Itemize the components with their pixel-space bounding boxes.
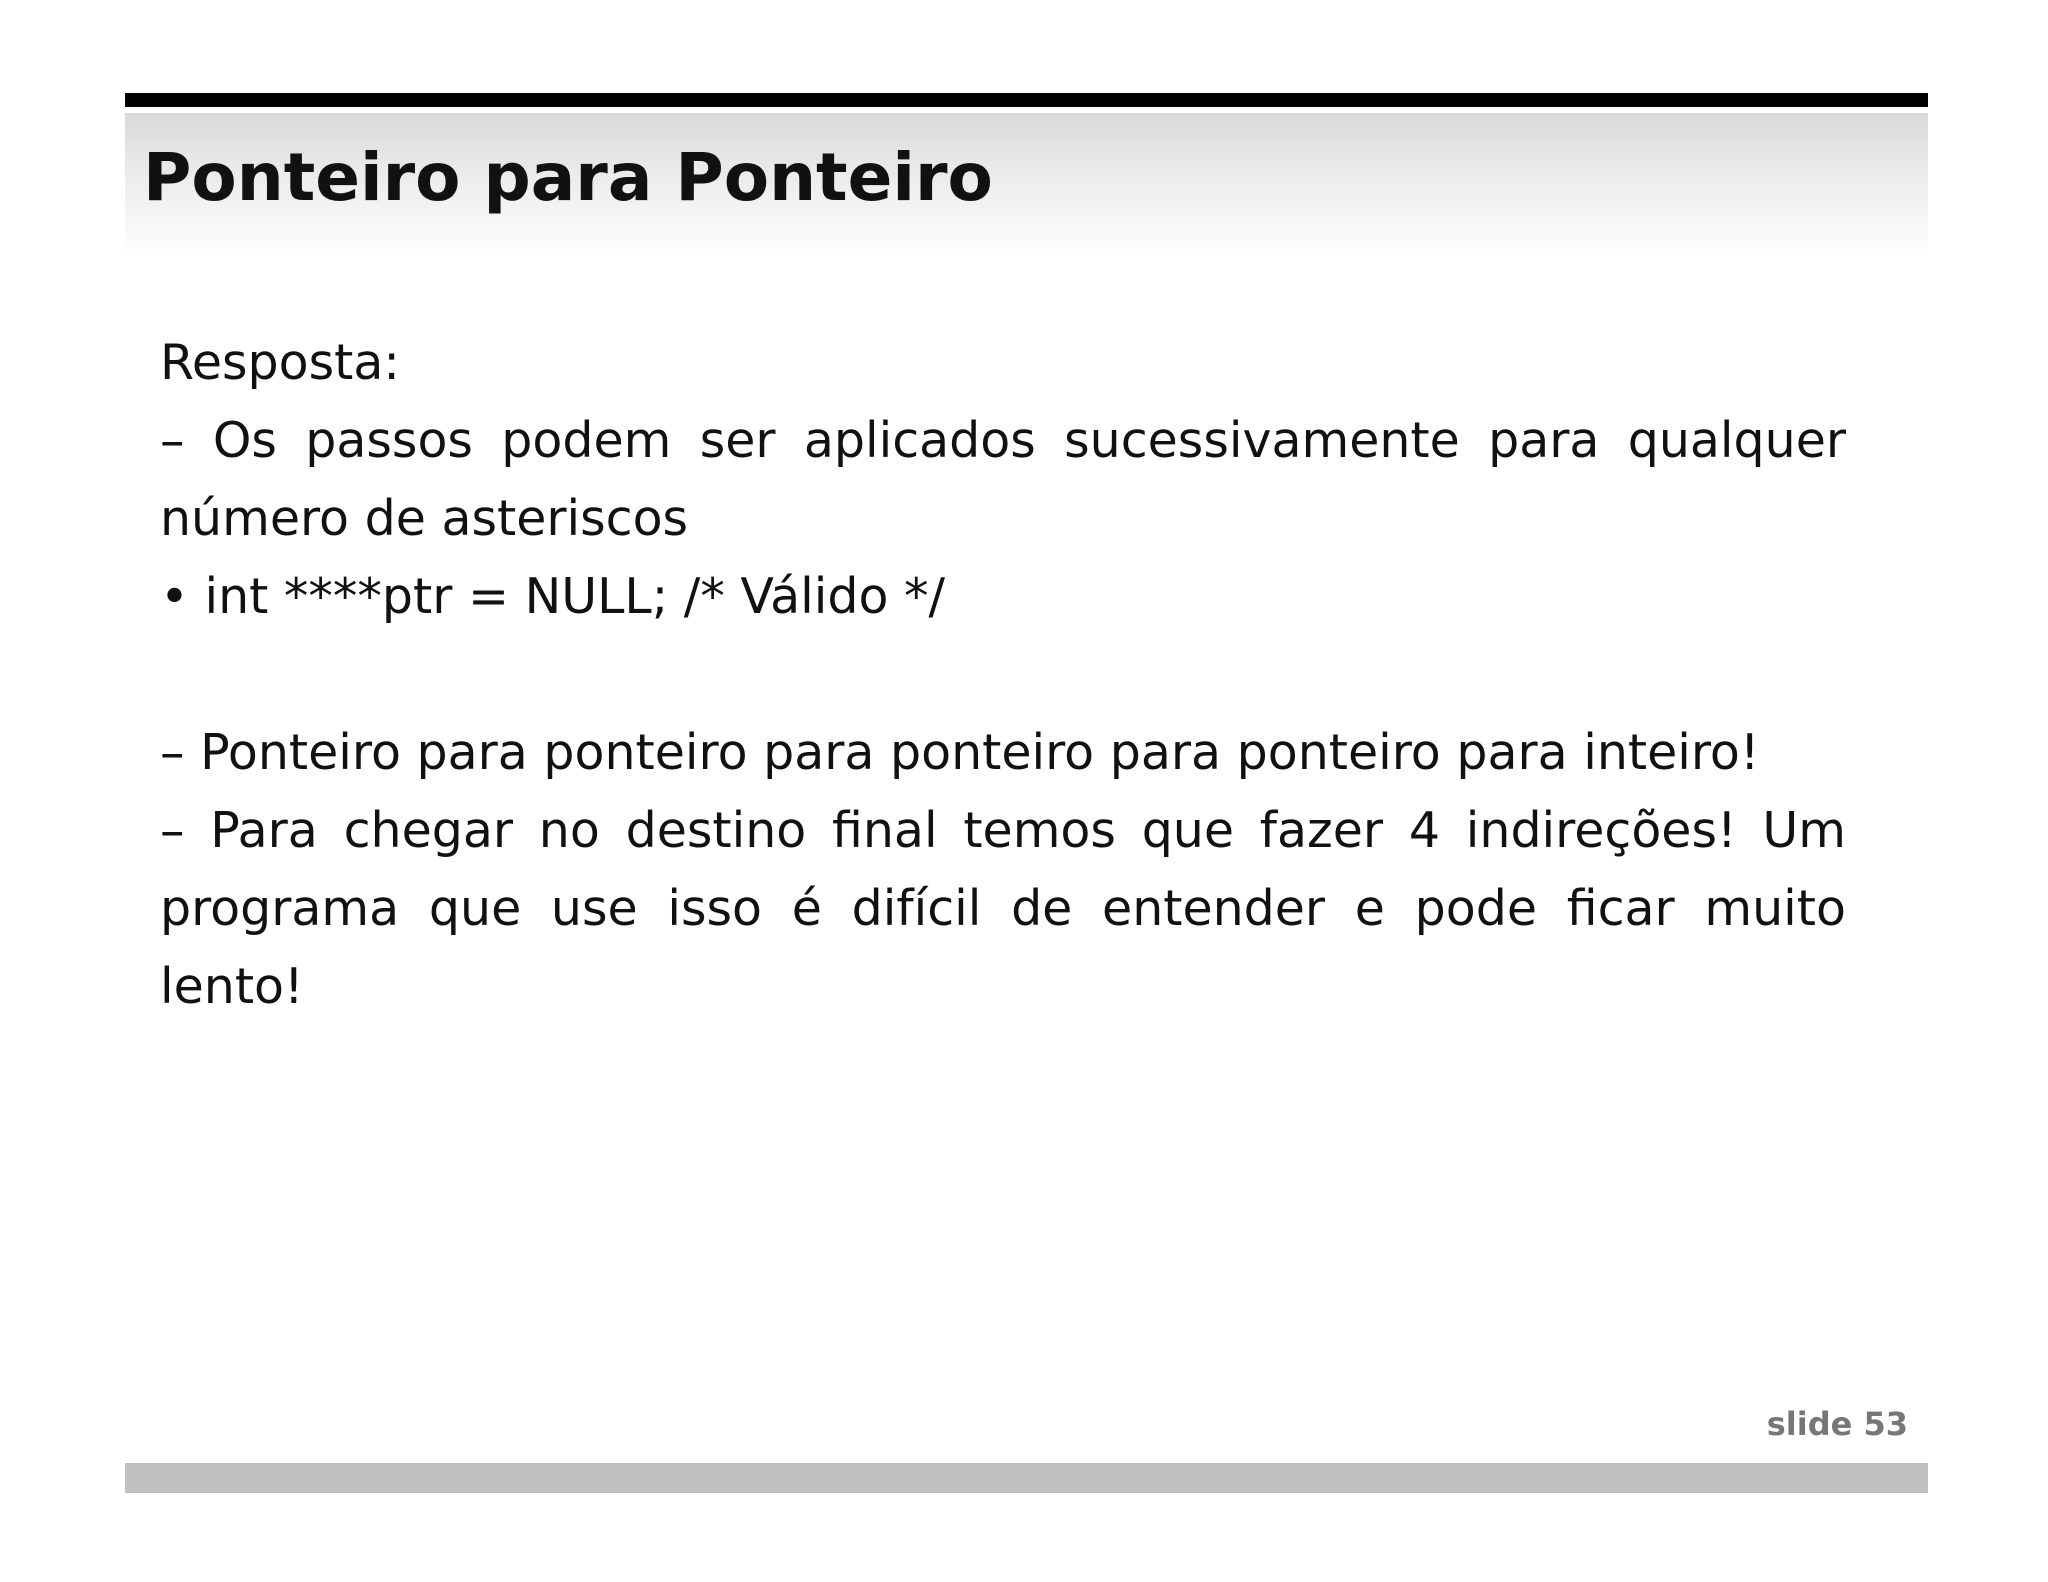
paragraph-gap <box>160 636 1846 714</box>
footer-bar <box>125 1463 1928 1493</box>
title-top-rule <box>125 93 1928 107</box>
slide-body <box>160 324 1846 1026</box>
body-line-indirections: – Para chegar no destino final temos que fazer 4 indireções! Um programa que use isso é difícil de entender e pode ficar muito lento! <box>160 802 1846 1015</box>
slide-title: Ponteiro para Ponteiro <box>143 139 993 216</box>
slide-number: slide 53 <box>1766 1405 1908 1443</box>
body-line-steps: – Os passos podem ser aplicados sucessivamente para qualquer número de asteriscos <box>160 412 1846 547</box>
body-line-pointer-chain: – Ponteiro para ponteiro para ponteiro para ponteiro para inteiro! <box>160 724 1760 781</box>
answer-heading: Resposta: <box>160 334 400 391</box>
code-bullet: • int ****ptr = NULL; /* Válido */ <box>160 568 946 625</box>
